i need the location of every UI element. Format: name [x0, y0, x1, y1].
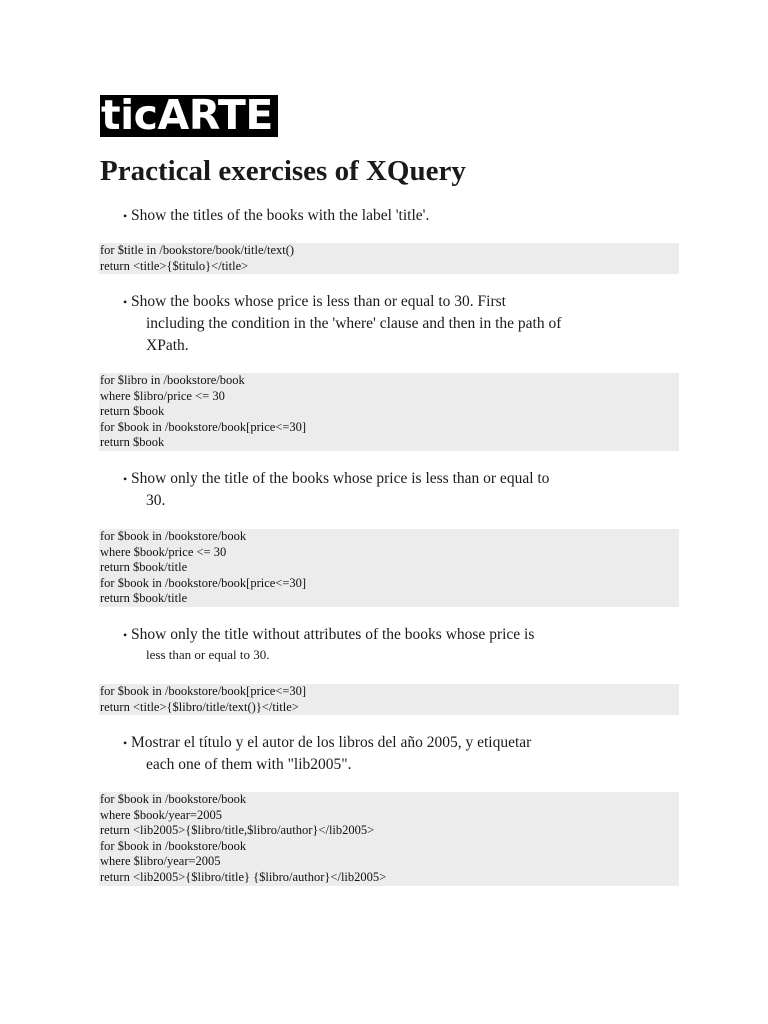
code-line: return <title>{$libro/title/text()}</title> — [100, 699, 299, 714]
code-line: where $libro/year=2005 — [100, 854, 221, 869]
page-title: Practical exercises of XQuery — [100, 155, 466, 187]
code-line: where $book/year=2005 — [100, 807, 222, 822]
code-line: for $book in /bookstore/book — [100, 792, 247, 806]
exercise-text: Show the books whose price is less than or equal to 30. First — [131, 293, 506, 310]
exercise-text: Show only the title without attributes of the books whose price is — [131, 626, 535, 643]
code-line: for $book in /bookstore/book[price<=30] — [100, 684, 307, 698]
code-line: return $book/title — [100, 560, 188, 575]
code-line: return $book — [100, 435, 165, 450]
exercise-text: less than or equal to 30. — [146, 647, 270, 662]
code-line: for $book in /bookstore/book[price<=30] — [100, 575, 307, 590]
exercise-text: Show only the title of the books whose price is less than or equal to — [131, 470, 550, 487]
exercise-5-code — [99, 792, 679, 886]
exercise-5-description — [123, 732, 593, 776]
exercise-4-code — [99, 684, 679, 715]
code-line: where $book/price <= 30 — [100, 544, 227, 559]
code-line: return $book/title — [100, 591, 188, 606]
bullet-dot: • — [123, 209, 128, 223]
exercise-text: Show the titles of the books with the label 'title'. — [131, 207, 430, 224]
bullet-dot: • — [123, 628, 128, 642]
code-line: for $title in /bookstore/book/title/text() — [100, 243, 295, 257]
code-line: for $book in /bookstore/book — [100, 838, 247, 853]
exercise-text: Mostrar el título y el autor de los libros del año 2005, y etiquetar — [131, 734, 532, 751]
exercise-3-description — [123, 468, 593, 512]
code-line: return $book — [100, 404, 165, 419]
exercise-text: each one of them with "lib2005". — [146, 756, 352, 773]
exercise-text: XPath. — [146, 337, 189, 354]
exercise-1-code — [99, 243, 679, 274]
exercise-text: including the condition in the 'where' clause and then in the path of — [146, 315, 562, 332]
code-line: where $libro/price <= 30 — [100, 388, 225, 403]
bullet-dot: • — [123, 472, 128, 486]
code-line: for $libro in /bookstore/book — [100, 373, 245, 387]
code-line: for $book in /bookstore/book[price<=30] — [100, 419, 307, 434]
code-line: return <title>{$titulo}</title> — [100, 258, 249, 273]
exercise-2-description — [123, 291, 593, 357]
bullet-dot: • — [123, 736, 128, 750]
code-line: return <lib2005>{$libro/title} {$libro/author}</lib2005> — [100, 869, 387, 884]
bullet-dot: • — [123, 295, 128, 309]
ticarte-logo — [100, 95, 278, 137]
exercise-text: 30. — [146, 492, 166, 509]
exercise-3-code — [99, 529, 679, 607]
logo-text: ticARTE — [101, 95, 273, 137]
exercise-2-code — [99, 373, 679, 451]
exercise-4-description — [123, 624, 593, 664]
exercise-1-description — [123, 205, 593, 227]
code-line: for $book in /bookstore/book — [100, 529, 247, 543]
code-line: return <lib2005>{$libro/title,$libro/author}</lib2005> — [100, 823, 375, 838]
